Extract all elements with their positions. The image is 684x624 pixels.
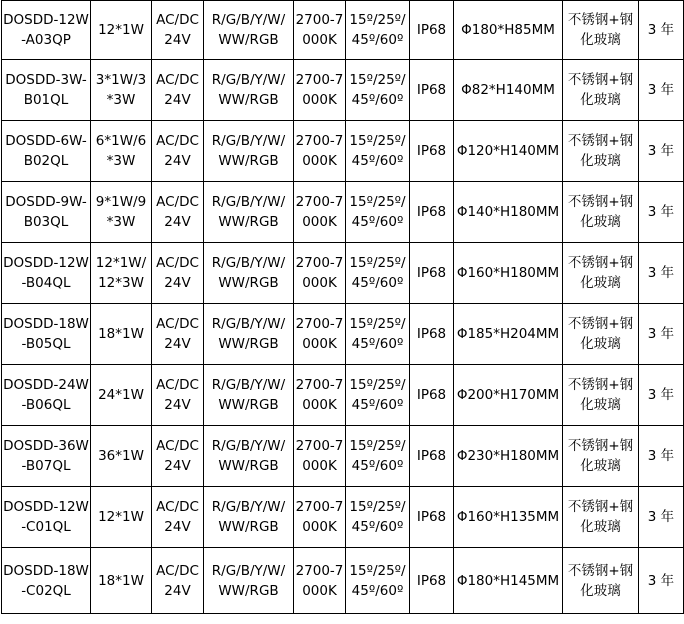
- table-row: [2, 243, 684, 304]
- cct-cell: 2700-7 000K: [294, 487, 346, 548]
- ip-rating-cell: IP68: [410, 121, 454, 182]
- warranty-cell: 3 年: [639, 182, 684, 243]
- material-cell: 不锈钢+钢 化玻璃: [563, 182, 639, 243]
- color-cell: R/G/B/Y/W/ WW/RGB: [204, 60, 294, 121]
- ip-rating-cell: IP68: [410, 60, 454, 121]
- model-cell: DOSDD-36W -B07QL: [2, 426, 91, 487]
- warranty-cell: 3 年: [639, 487, 684, 548]
- ip-rating-cell: IP68: [410, 243, 454, 304]
- material-cell: 不锈钢+钢 化玻璃: [563, 487, 639, 548]
- beam-angle-cell: 15º/25º/ 45º/60º: [346, 304, 410, 365]
- voltage-cell: AC/DC 24V: [152, 121, 204, 182]
- table-row: [2, 60, 684, 121]
- size-cell: Φ180*H85MM: [454, 1, 563, 60]
- voltage-cell: AC/DC 24V: [152, 365, 204, 426]
- voltage-cell: AC/DC 24V: [152, 60, 204, 121]
- warranty-cell: 3 年: [639, 60, 684, 121]
- warranty-cell: 3 年: [639, 548, 684, 614]
- warranty-cell: 3 年: [639, 1, 684, 60]
- color-cell: R/G/B/Y/W/ WW/RGB: [204, 182, 294, 243]
- table-row: [2, 365, 684, 426]
- size-cell: Φ160*H135MM: [454, 487, 563, 548]
- cct-cell: 2700-7 000K: [294, 182, 346, 243]
- ip-rating-cell: IP68: [410, 304, 454, 365]
- power-cell: 12*1W/ 12*3W: [91, 243, 152, 304]
- color-cell: R/G/B/Y/W/ WW/RGB: [204, 304, 294, 365]
- color-cell: R/G/B/Y/W/ WW/RGB: [204, 365, 294, 426]
- size-cell: Φ82*H140MM: [454, 60, 563, 121]
- ip-rating-cell: IP68: [410, 487, 454, 548]
- ip-rating-cell: IP68: [410, 182, 454, 243]
- color-cell: R/G/B/Y/W/ WW/RGB: [204, 487, 294, 548]
- warranty-cell: 3 年: [639, 121, 684, 182]
- size-cell: Φ180*H145MM: [454, 548, 563, 614]
- model-cell: DOSDD-24W -B06QL: [2, 365, 91, 426]
- product-spec-table: [1, 0, 684, 614]
- power-cell: 3*1W/3 *3W: [91, 60, 152, 121]
- table-row: [2, 182, 684, 243]
- ip-rating-cell: IP68: [410, 365, 454, 426]
- size-cell: Φ200*H170MM: [454, 365, 563, 426]
- table-row: [2, 487, 684, 548]
- power-cell: 9*1W/9 *3W: [91, 182, 152, 243]
- beam-angle-cell: 15º/25º/ 45º/60º: [346, 60, 410, 121]
- size-cell: Φ185*H204MM: [454, 304, 563, 365]
- model-cell: DOSDD-12W -A03QP: [2, 1, 91, 60]
- voltage-cell: AC/DC 24V: [152, 426, 204, 487]
- power-cell: 12*1W: [91, 487, 152, 548]
- power-cell: 6*1W/6 *3W: [91, 121, 152, 182]
- material-cell: 不锈钢+钢 化玻璃: [563, 243, 639, 304]
- warranty-cell: 3 年: [639, 365, 684, 426]
- model-cell: DOSDD-18W -B05QL: [2, 304, 91, 365]
- model-cell: DOSDD-3W- B01QL: [2, 60, 91, 121]
- beam-angle-cell: 15º/25º/ 45º/60º: [346, 1, 410, 60]
- material-cell: 不锈钢+钢 化玻璃: [563, 304, 639, 365]
- table-row: [2, 426, 684, 487]
- beam-angle-cell: 15º/25º/ 45º/60º: [346, 426, 410, 487]
- ip-rating-cell: IP68: [410, 426, 454, 487]
- power-cell: 24*1W: [91, 365, 152, 426]
- voltage-cell: AC/DC 24V: [152, 304, 204, 365]
- cct-cell: 2700-7 000K: [294, 304, 346, 365]
- model-cell: DOSDD-18W -C02QL: [2, 548, 91, 614]
- model-cell: DOSDD-6W- B02QL: [2, 121, 91, 182]
- model-cell: DOSDD-12W -C01QL: [2, 487, 91, 548]
- beam-angle-cell: 15º/25º/ 45º/60º: [346, 365, 410, 426]
- model-cell: DOSDD-12W -B04QL: [2, 243, 91, 304]
- ip-rating-cell: IP68: [410, 548, 454, 614]
- material-cell: 不锈钢+钢 化玻璃: [563, 548, 639, 614]
- beam-angle-cell: 15º/25º/ 45º/60º: [346, 243, 410, 304]
- voltage-cell: AC/DC 24V: [152, 182, 204, 243]
- beam-angle-cell: 15º/25º/ 45º/60º: [346, 548, 410, 614]
- cct-cell: 2700-7 000K: [294, 365, 346, 426]
- cct-cell: 2700-7 000K: [294, 548, 346, 614]
- voltage-cell: AC/DC 24V: [152, 243, 204, 304]
- ip-rating-cell: IP68: [410, 1, 454, 60]
- size-cell: Φ120*H140MM: [454, 121, 563, 182]
- voltage-cell: AC/DC 24V: [152, 548, 204, 614]
- warranty-cell: 3 年: [639, 426, 684, 487]
- size-cell: Φ160*H180MM: [454, 243, 563, 304]
- beam-angle-cell: 15º/25º/ 45º/60º: [346, 487, 410, 548]
- warranty-cell: 3 年: [639, 243, 684, 304]
- cct-cell: 2700-7 000K: [294, 1, 346, 60]
- model-cell: DOSDD-9W- B03QL: [2, 182, 91, 243]
- power-cell: 18*1W: [91, 304, 152, 365]
- cct-cell: 2700-7 000K: [294, 243, 346, 304]
- table-row: [2, 1, 684, 60]
- color-cell: R/G/B/Y/W/ WW/RGB: [204, 121, 294, 182]
- beam-angle-cell: 15º/25º/ 45º/60º: [346, 121, 410, 182]
- material-cell: 不锈钢+钢 化玻璃: [563, 426, 639, 487]
- table-row: [2, 121, 684, 182]
- cct-cell: 2700-7 000K: [294, 426, 346, 487]
- voltage-cell: AC/DC 24V: [152, 487, 204, 548]
- color-cell: R/G/B/Y/W/ WW/RGB: [204, 548, 294, 614]
- size-cell: Φ230*H180MM: [454, 426, 563, 487]
- power-cell: 12*1W: [91, 1, 152, 60]
- warranty-cell: 3 年: [639, 304, 684, 365]
- table-row: [2, 304, 684, 365]
- power-cell: 18*1W: [91, 548, 152, 614]
- color-cell: R/G/B/Y/W/ WW/RGB: [204, 243, 294, 304]
- cct-cell: 2700-7 000K: [294, 60, 346, 121]
- voltage-cell: AC/DC 24V: [152, 1, 204, 60]
- material-cell: 不锈钢+钢 化玻璃: [563, 1, 639, 60]
- color-cell: R/G/B/Y/W/ WW/RGB: [204, 1, 294, 60]
- beam-angle-cell: 15º/25º/ 45º/60º: [346, 182, 410, 243]
- material-cell: 不锈钢+钢 化玻璃: [563, 60, 639, 121]
- power-cell: 36*1W: [91, 426, 152, 487]
- color-cell: R/G/B/Y/W/ WW/RGB: [204, 426, 294, 487]
- material-cell: 不锈钢+钢 化玻璃: [563, 121, 639, 182]
- size-cell: Φ140*H180MM: [454, 182, 563, 243]
- table-row: [2, 548, 684, 614]
- material-cell: 不锈钢+钢 化玻璃: [563, 365, 639, 426]
- cct-cell: 2700-7 000K: [294, 121, 346, 182]
